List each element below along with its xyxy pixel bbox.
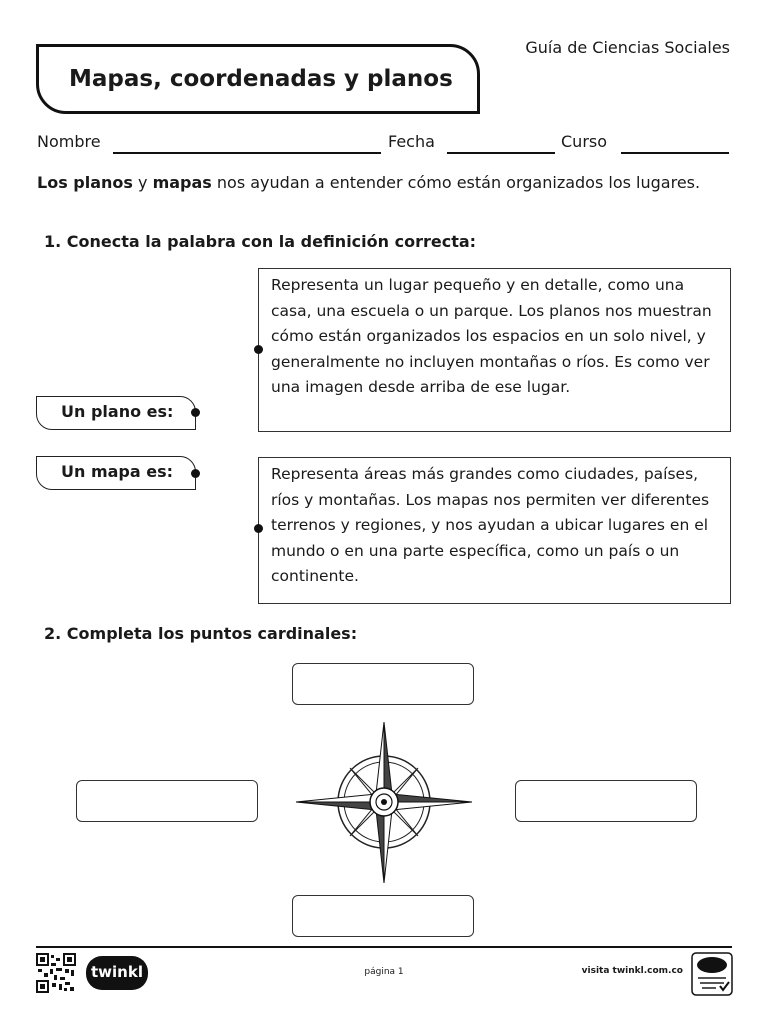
- page-number: página 1: [364, 967, 404, 977]
- footer-divider: [36, 946, 732, 948]
- question-2-title: 2. Completa los puntos cardinales:: [44, 624, 358, 643]
- name-label: Nombre: [37, 132, 101, 151]
- word-tag-mapa-dot[interactable]: [191, 469, 200, 478]
- quality-standard-badge-icon: [691, 952, 733, 996]
- word-tag-mapa: Un mapa es:: [36, 456, 196, 490]
- date-label: Fecha: [388, 132, 435, 151]
- page-title: Mapas, coordenadas y planos: [69, 66, 453, 92]
- twinkl-logo: twinkl: [86, 956, 148, 990]
- word-tag-plano: Un plano es:: [36, 396, 196, 430]
- visit-link[interactable]: visita twinkl.com.co: [581, 966, 683, 976]
- name-field[interactable]: [113, 152, 381, 154]
- question-1-title: 1. Conecta la palabra con la definición correcta:: [44, 232, 477, 251]
- answer-box-north[interactable]: [292, 663, 474, 705]
- definition-box-plano-dot[interactable]: [254, 345, 263, 354]
- definition-box-plano: Representa un lugar pequeño y en detalle, como una casa, una escuela o un parque. Los planos nos muestran cómo están organizados los espacios en un solo nivel, y generalmente no incluyen montañas o ríos. Es como ver una imagen desde arriba de ese lugar.: [258, 268, 731, 432]
- course-field[interactable]: [621, 152, 729, 154]
- intro-paragraph: [37, 170, 707, 195]
- answer-box-south[interactable]: [292, 895, 474, 937]
- answer-box-east[interactable]: [515, 780, 697, 822]
- intro-rest: nos ayudan a entender cómo están organizados los lugares.: [211, 173, 701, 192]
- intro-connector: y: [132, 173, 153, 192]
- guide-label: Guía de Ciencias Sociales: [525, 38, 730, 57]
- answer-box-west[interactable]: [76, 780, 258, 822]
- definition-box-mapa-dot[interactable]: [254, 524, 263, 533]
- definition-box-mapa: Representa áreas más grandes como ciudades, países, ríos y montañas. Los mapas nos permiten ver diferentes terrenos y regiones, y nos ayudan a ubicar lugares en el mundo o en una parte específica, como un país o un continente.: [258, 457, 731, 604]
- course-label: Curso: [561, 132, 608, 151]
- compass-rose-icon: [294, 720, 474, 885]
- title-box: [36, 44, 480, 114]
- date-field[interactable]: [447, 152, 555, 154]
- intro-bold-mapas: mapas: [152, 173, 212, 192]
- intro-bold-planos: Los planos: [37, 173, 133, 192]
- student-form: [37, 132, 731, 158]
- word-tag-plano-dot[interactable]: [191, 408, 200, 417]
